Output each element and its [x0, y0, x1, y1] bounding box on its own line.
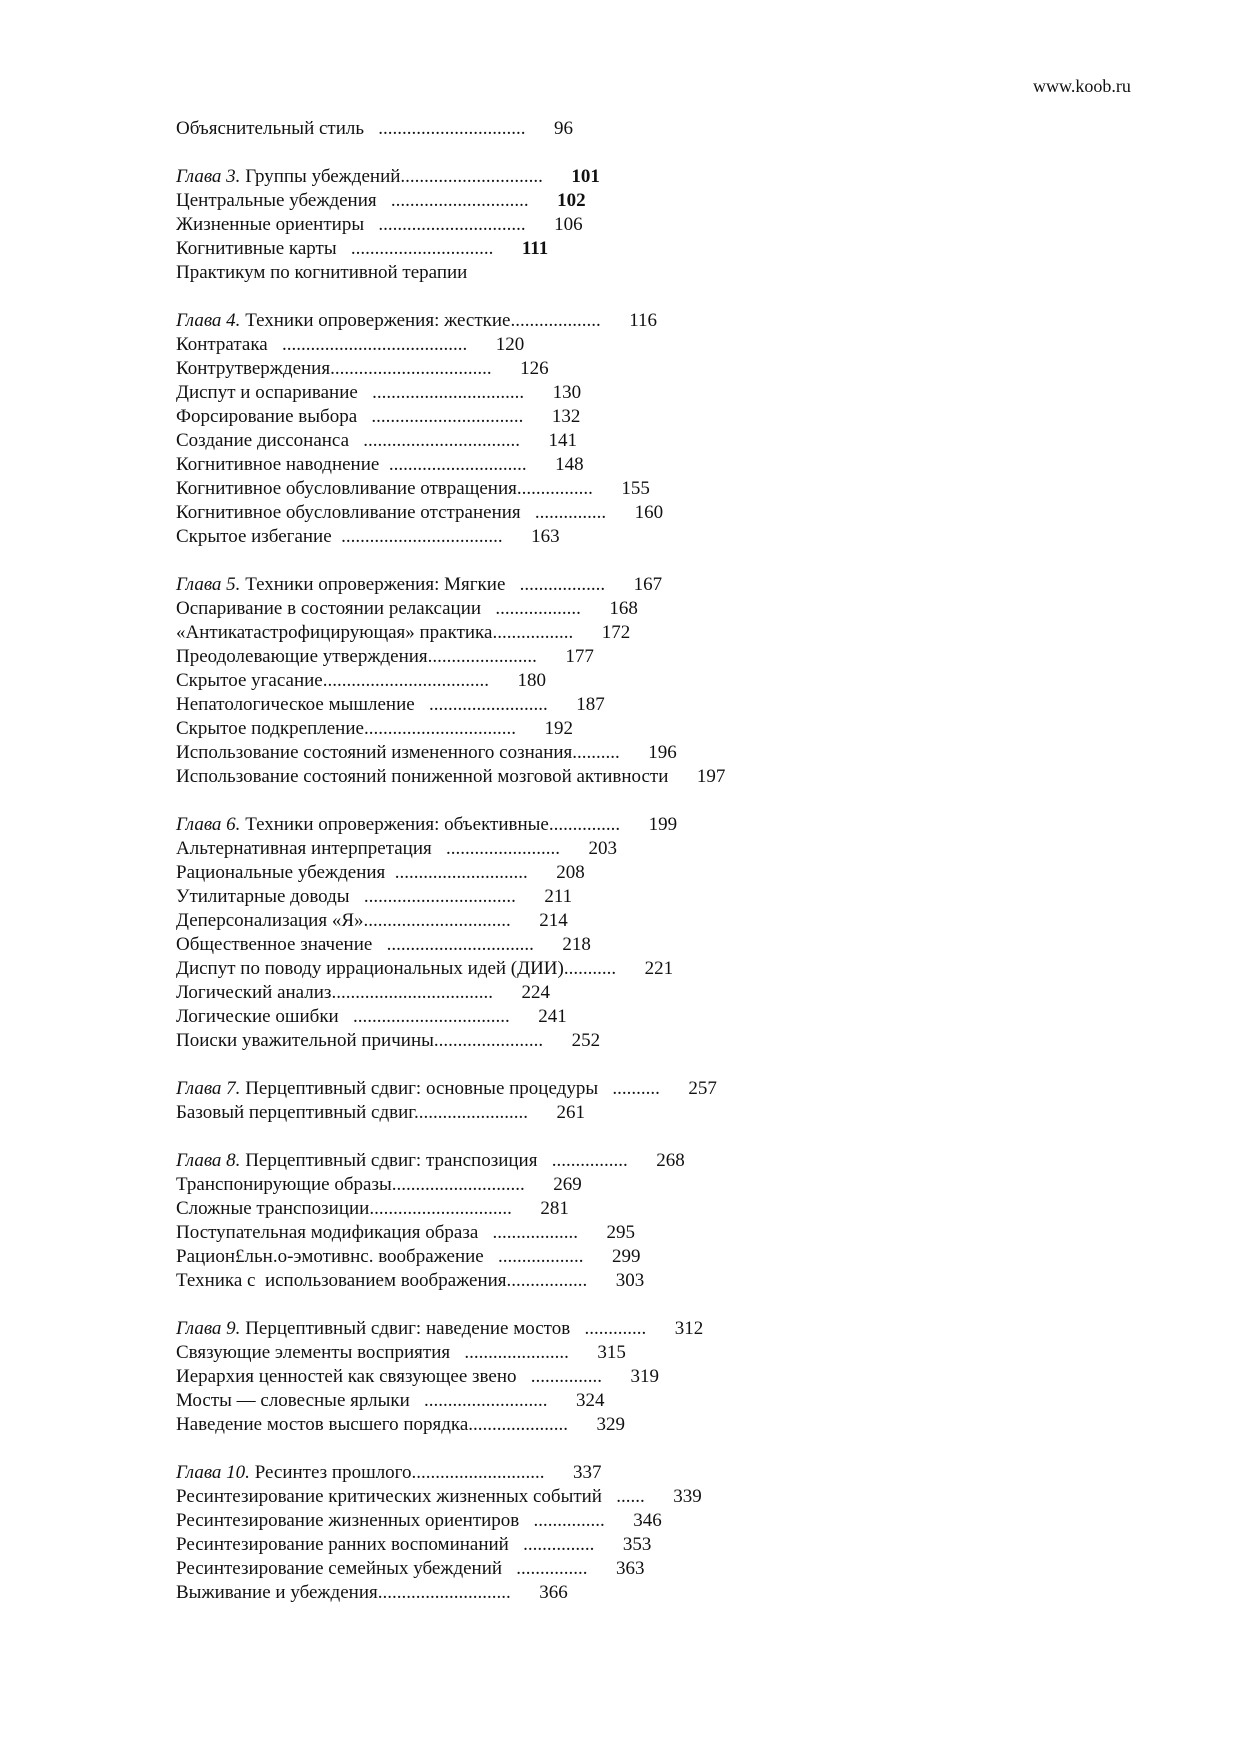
- toc-entry: [176, 1341, 725, 1365]
- entry-leader: ...............: [508, 1534, 595, 1555]
- entry-page: 261: [556, 1102, 585, 1123]
- chapter-heading: [176, 573, 725, 597]
- entry-title: Базовый перцептивный сдвиг: [176, 1102, 414, 1123]
- chapter-label: Глава 6.: [176, 814, 241, 835]
- entry-page: 224: [521, 982, 550, 1003]
- entry-title: Рациональные убеждения: [176, 862, 386, 883]
- entry-page: 126: [520, 358, 549, 379]
- entry-leader: ..........................: [409, 1390, 548, 1411]
- toc-entry: [176, 1101, 725, 1125]
- toc-entry: [176, 429, 725, 453]
- entry-title: Транспонирующие образы: [176, 1174, 392, 1195]
- chapter-label: Глава 9.: [176, 1318, 241, 1339]
- toc-entry: [176, 837, 725, 861]
- entry-title: Логические ошибки: [176, 1006, 339, 1027]
- entry-title: Связующие элементы восприятия: [176, 1342, 451, 1363]
- entry-leader: ..............................: [336, 238, 494, 259]
- chapter-title: Группы убеждений: [240, 166, 401, 187]
- section-gap: [176, 789, 725, 813]
- entry-leader: ...............: [520, 502, 607, 523]
- toc-entry: [176, 477, 725, 501]
- toc-entry: [176, 669, 725, 693]
- toc-entry: [176, 1389, 725, 1413]
- entry-title: Ресинтезирование критических жизненных событий: [176, 1486, 602, 1507]
- entry-page: 141: [548, 430, 578, 451]
- entry-title: Альтернативная интерпретация: [176, 838, 432, 859]
- entry-page: 241: [538, 1006, 567, 1027]
- toc-entry: [176, 1557, 725, 1581]
- entry-leader: .................: [506, 1270, 588, 1291]
- entry-page: 299: [611, 1246, 641, 1267]
- entry-page: 324: [576, 1390, 605, 1411]
- entry-leader: ..................................: [330, 358, 492, 379]
- chapter-leader: ..............................: [400, 166, 543, 187]
- chapter-title: Техники опровержения: объективные: [240, 814, 549, 835]
- chapter-title: Перцептивный сдвиг: наведение мостов: [240, 1318, 571, 1339]
- entry-title: Объяснительный стиль: [176, 118, 365, 139]
- chapter-heading: [176, 165, 725, 189]
- toc-entry: [176, 957, 725, 981]
- chapter-page: 257: [688, 1078, 717, 1099]
- entry-page: 155: [621, 478, 650, 499]
- entry-title: Непатологическое мышление: [176, 694, 415, 715]
- chapter-leader: ...............: [548, 814, 621, 835]
- chapter-leader: ..................: [505, 574, 606, 595]
- entry-page: 315: [597, 1342, 626, 1363]
- entry-leader: ............................: [377, 1582, 511, 1603]
- entry-page: 96: [554, 118, 574, 139]
- entry-leader: ................................: [349, 886, 516, 907]
- toc-entry: [176, 261, 725, 285]
- section-gap: [176, 141, 725, 165]
- chapter-page: 101: [571, 166, 600, 187]
- chapter-page: 116: [629, 310, 658, 331]
- toc-entry: [176, 1173, 725, 1197]
- entry-title: Диспут по поводу иррациональных идей (ДИИ): [176, 958, 564, 979]
- toc-entry: [176, 1245, 725, 1269]
- entry-page: 120: [495, 334, 525, 355]
- entry-title: Практикум по когнитивной терапии: [176, 262, 468, 283]
- toc-entry: [176, 525, 725, 549]
- entry-page: 187: [576, 694, 605, 715]
- section-gap: [176, 1125, 725, 1149]
- entry-page: 130: [552, 382, 582, 403]
- chapter-title: Техники опровержения: Мягкие: [240, 574, 506, 595]
- toc-entry: [176, 333, 725, 357]
- toc-entry: [176, 933, 725, 957]
- chapter-leader: ..........: [598, 1078, 660, 1099]
- chapter-leader: ................: [537, 1150, 628, 1171]
- toc-entry: [176, 765, 725, 789]
- entry-title: Деперсонализация «Я»: [176, 910, 364, 931]
- entry-leader: .............................: [379, 454, 527, 475]
- section-gap: [176, 285, 725, 309]
- entry-title: Наведение мостов высшего порядка: [176, 1414, 469, 1435]
- entry-title: Создание диссонанса: [176, 430, 350, 451]
- section-gap: [176, 549, 725, 573]
- entry-leader: .................................: [349, 430, 521, 451]
- toc-entry: [176, 1005, 725, 1029]
- entry-leader: ...............................: [364, 214, 526, 235]
- entry-leader: ...........: [563, 958, 617, 979]
- entry-title: Когнитивное обусловливание отвращения: [176, 478, 517, 499]
- toc-entry: [176, 1533, 725, 1557]
- entry-page: 111: [521, 238, 549, 259]
- table-of-contents: [176, 117, 725, 1605]
- entry-leader: ...............................: [363, 910, 511, 931]
- chapter-label: Глава 5.: [176, 574, 241, 595]
- entry-title: Мосты — словесные ярлыки: [176, 1390, 410, 1411]
- entry-title: Использование состояний пониженной мозговой активности: [176, 766, 669, 787]
- toc-entry: [176, 1197, 725, 1221]
- toc-entry: [176, 861, 725, 885]
- entry-leader: ................................: [357, 406, 524, 427]
- chapter-page: 312: [674, 1318, 704, 1339]
- entry-page: 172: [601, 622, 631, 643]
- entry-leader: .......................................: [267, 334, 468, 355]
- chapter-heading: [176, 1317, 725, 1341]
- entry-title: Выживание и убеждения: [176, 1582, 378, 1603]
- entry-leader: ..............................: [369, 1198, 512, 1219]
- chapter-heading: [176, 813, 725, 837]
- toc-entry: [176, 717, 725, 741]
- entry-page: 319: [630, 1366, 660, 1387]
- toc-entry: [176, 357, 725, 381]
- entry-title: Общественное значение: [176, 934, 373, 955]
- entry-title: Когнитивное обусловливание отстранения: [176, 502, 521, 523]
- toc-entry: [176, 621, 725, 645]
- toc-entry: [176, 189, 725, 213]
- entry-leader: ..................................: [331, 526, 503, 547]
- chapter-heading: [176, 1461, 725, 1485]
- entry-title: Диспут и оспаривание: [176, 382, 358, 403]
- entry-leader: .................................: [338, 1006, 510, 1027]
- chapter-label: Глава 10.: [176, 1462, 250, 1483]
- site-url[interactable]: www.koob.ru: [1033, 76, 1131, 96]
- entry-leader: .......................: [427, 646, 537, 667]
- entry-title: Утилитарные доводы: [176, 886, 350, 907]
- chapter-page: 268: [656, 1150, 685, 1171]
- entry-page: 295: [606, 1222, 636, 1243]
- toc-entry: [176, 981, 725, 1005]
- entry-leader: ................................: [357, 382, 525, 403]
- toc-entry: [176, 1509, 725, 1533]
- entry-title: Ресинтезирование семейных убеждений: [176, 1558, 503, 1579]
- entry-title: Иерархия ценностей как связующее звено: [176, 1366, 517, 1387]
- toc-entry: [176, 213, 725, 237]
- entry-title: Скрытое подкрепление: [176, 718, 364, 739]
- chapter-heading: [176, 309, 725, 333]
- entry-leader: .......................: [433, 1030, 544, 1051]
- entry-page: 197: [696, 766, 726, 787]
- entry-page: 192: [544, 718, 573, 739]
- entry-page: 177: [565, 646, 594, 667]
- toc-entry: [176, 237, 725, 261]
- chapter-label: Глава 7.: [176, 1078, 241, 1099]
- section-gap: [176, 1053, 725, 1077]
- toc-entry: [176, 1485, 725, 1509]
- entry-page: 102: [557, 190, 586, 211]
- toc-entry: [176, 597, 725, 621]
- entry-leader: .................: [492, 622, 574, 643]
- entry-title: Когнитивное наводнение: [176, 454, 380, 475]
- entry-page: 218: [562, 934, 591, 955]
- entry-title: Техника с использованием воображения: [176, 1270, 507, 1291]
- chapter-page: 337: [573, 1462, 602, 1483]
- entry-page: 214: [539, 910, 568, 931]
- chapter-label: Глава 3.: [176, 166, 241, 187]
- entry-page: 339: [673, 1486, 702, 1507]
- entry-page: 366: [539, 1582, 568, 1603]
- entry-leader: ........................: [413, 1102, 528, 1123]
- chapter-title: Ресинтез прошлого: [249, 1462, 412, 1483]
- entry-title: Логический анализ: [176, 982, 332, 1003]
- chapter-leader: ............................: [411, 1462, 545, 1483]
- entry-leader: ............................: [391, 1174, 525, 1195]
- entry-title: Жизненные ориентиры: [176, 214, 365, 235]
- entry-page: 353: [622, 1534, 652, 1555]
- entry-title: «Антикатастрофицирующая» практика: [176, 622, 493, 643]
- entry-leader: ..................................: [331, 982, 493, 1003]
- toc-entry: [176, 645, 725, 669]
- entry-leader: ................................: [363, 718, 516, 739]
- entry-leader: ......................: [450, 1342, 569, 1363]
- entry-page: 303: [615, 1270, 645, 1291]
- entry-page: 346: [633, 1510, 662, 1531]
- chapter-title: Перцептивный сдвиг: транспозиция: [240, 1150, 538, 1171]
- toc-entry: [176, 909, 725, 933]
- entry-title: Контратака: [176, 334, 268, 355]
- entry-page: 208: [556, 862, 585, 883]
- entry-leader: ..................: [478, 1222, 579, 1243]
- entry-leader: ...............................: [372, 934, 534, 955]
- chapter-leader: .............: [570, 1318, 647, 1339]
- entry-page: 363: [616, 1558, 645, 1579]
- entry-title: Центральные убеждения: [176, 190, 377, 211]
- chapter-page: 167: [633, 574, 663, 595]
- entry-title: Ресинтезирование жизненных ориентиров: [176, 1510, 520, 1531]
- chapter-heading: [176, 1149, 725, 1173]
- entry-leader: ...............: [516, 1366, 603, 1387]
- entry-title: Ресинтезирование ранних воспоминаний: [176, 1534, 509, 1555]
- entry-title: Сложные транспозиции: [176, 1198, 370, 1219]
- entry-leader: ..................: [483, 1246, 584, 1267]
- toc-entry: [176, 117, 725, 141]
- section-gap: [176, 1293, 725, 1317]
- entry-page: 281: [540, 1198, 569, 1219]
- entry-page: 106: [554, 214, 583, 235]
- entry-leader: ..........: [572, 742, 620, 763]
- chapter-label: Глава 8.: [176, 1150, 241, 1171]
- entry-page: 148: [555, 454, 584, 475]
- entry-leader: ............................: [385, 862, 528, 883]
- entry-title: Поиски уважительной причины: [176, 1030, 434, 1051]
- entry-page: 180: [517, 670, 546, 691]
- toc-entry: [176, 885, 725, 909]
- chapter-heading: [176, 1077, 725, 1101]
- section-gap: [176, 1437, 725, 1461]
- toc-entry: [176, 1365, 725, 1389]
- entry-leader: .....................: [468, 1414, 569, 1435]
- chapter-page: 199: [648, 814, 678, 835]
- toc-entry: [176, 501, 725, 525]
- toc-entry: [176, 381, 725, 405]
- entry-leader: ...............: [519, 1510, 605, 1531]
- toc-entry: [176, 741, 725, 765]
- entry-leader: .............................: [376, 190, 529, 211]
- toc-entry: [176, 405, 725, 429]
- entry-page: 132: [551, 406, 581, 427]
- entry-title: Контрутверждения: [176, 358, 331, 379]
- entry-leader: ........................: [431, 838, 560, 859]
- toc-entry: [176, 1413, 725, 1437]
- entry-page: 329: [596, 1414, 626, 1435]
- entry-leader: ...................................: [322, 670, 489, 691]
- entry-page: 221: [644, 958, 674, 979]
- chapter-title: Перцептивный сдвиг: основные процедуры: [240, 1078, 599, 1099]
- toc-entry: [176, 1221, 725, 1245]
- entry-page: 269: [553, 1174, 582, 1195]
- entry-page: 168: [609, 598, 638, 619]
- entry-leader: ...............................: [364, 118, 526, 139]
- entry-leader: ................: [516, 478, 593, 499]
- chapter-title: Техники опровержения: жесткие: [240, 310, 511, 331]
- entry-leader: ..................: [481, 598, 581, 619]
- entry-title: Оспаривание в состоянии релаксации: [176, 598, 482, 619]
- entry-title: Поступательная модификация образа: [176, 1222, 479, 1243]
- entry-page: 252: [571, 1030, 601, 1051]
- entry-title: Рацион£льн.о-эмотивнс. воображение: [176, 1246, 484, 1267]
- chapter-leader: ...................: [510, 310, 601, 331]
- entry-page: 203: [588, 838, 617, 859]
- entry-title: Форсирование выбора: [176, 406, 358, 427]
- entry-page: 196: [648, 742, 677, 763]
- entry-leader: ...............: [502, 1558, 588, 1579]
- entry-page: 163: [531, 526, 560, 547]
- entry-title: Скрытое избегание: [176, 526, 332, 547]
- entry-leader: ......: [601, 1486, 645, 1507]
- entry-page: 211: [544, 886, 573, 907]
- toc-entry: [176, 693, 725, 717]
- entry-title: Преодолевающие утверждения: [176, 646, 428, 667]
- chapter-label: Глава 4.: [176, 310, 241, 331]
- toc-entry: [176, 1029, 725, 1053]
- entry-page: 160: [634, 502, 664, 523]
- entry-title: Скрытое угасание: [176, 670, 323, 691]
- toc-entry: [176, 453, 725, 477]
- toc-entry: [176, 1269, 725, 1293]
- toc-entry: [176, 1581, 725, 1605]
- entry-leader: .........................: [414, 694, 548, 715]
- entry-title: Когнитивные карты: [176, 238, 337, 259]
- entry-title: Использование состояний измененного сознания: [176, 742, 573, 763]
